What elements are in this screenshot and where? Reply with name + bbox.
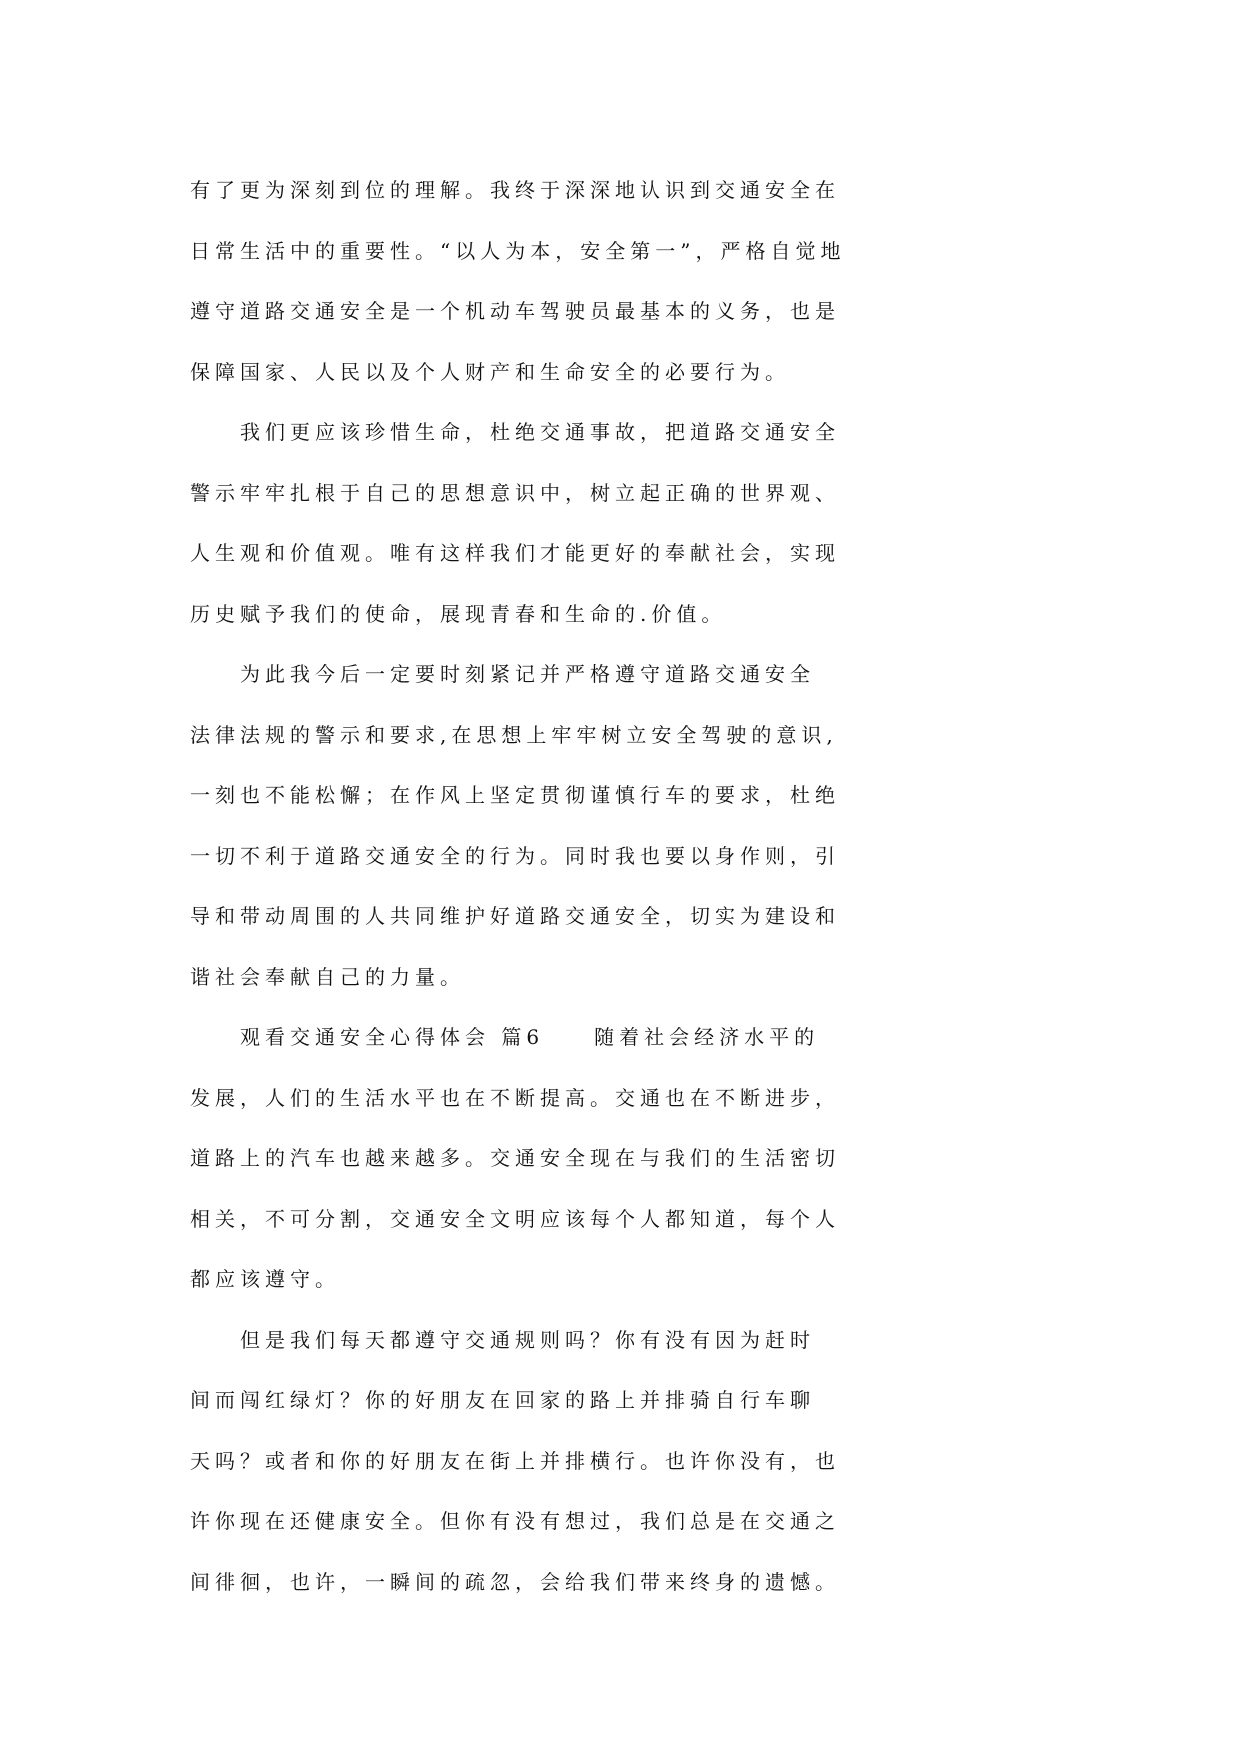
- text-line: 历史赋予我们的使命，展现青春和生命的.价值。: [190, 601, 727, 626]
- text-line: 日常生活中的重要性。“以人为本，安全第一”，严格自觉地: [190, 238, 846, 263]
- body-text: [190, 160, 1060, 1612]
- text-line: 谐社会奉献自己的力量。: [190, 964, 465, 989]
- text-line: 间而闯红绿灯？你的好朋友在回家的路上并排骑自行车聊: [190, 1388, 815, 1412]
- text-line: 一刻也不能松懈；在作风上坚定贯彻谨慎行车的要求，杜绝: [190, 783, 840, 807]
- text-line: 为此我今后一定要时刻紧记并严格遵守道路交通安全: [190, 662, 815, 686]
- text-line: 相关，不可分割，交通安全文明应该每个人都知道，每个人: [190, 1206, 840, 1231]
- text-line: 警示牢牢扎根于自己的思想意识中，树立起正确的世界观、: [190, 480, 840, 505]
- text-line: 导和带动周围的人共同维护好道路交通安全，切实为建设和: [190, 904, 840, 928]
- text-line: 发展，人们的生活水平也在不断提高。交通也在不断进步，: [190, 1085, 840, 1110]
- text-line: 间徘徊，也许，一瞬间的疏忽，会给我们带来终身的遗憾。: [190, 1569, 840, 1594]
- text-line: 人生观和价值观。唯有这样我们才能更好的奉献社会，实现: [190, 541, 840, 565]
- text-line: 保障国家、人民以及个人财产和生命安全的必要行为。: [190, 359, 790, 384]
- text-line: 都应该遵守。: [190, 1267, 340, 1291]
- text-line: 有了更为深刻到位的理解。我终于深深地认识到交通安全在: [190, 178, 840, 202]
- text-line: 许你现在还健康安全。但你有没有想过，我们总是在交通之: [190, 1509, 840, 1533]
- text-line: 但是我们每天都遵守交通规则吗？你有没有因为赶时: [190, 1327, 815, 1352]
- text-line: 我们更应该珍惜生命，杜绝交通事故，把道路交通安全: [190, 420, 840, 444]
- text-line: 道路上的汽车也越来越多。交通安全现在与我们的生活密切: [190, 1146, 840, 1170]
- text-line: 观看交通安全心得体会 篇6 随着社会经济水平的: [190, 1025, 820, 1049]
- text-line: 天吗？或者和你的好朋友在街上并排横行。也许你没有，也: [190, 1448, 840, 1473]
- text-line: 遵守道路交通安全是一个机动车驾驶员最基本的义务，也是: [190, 299, 840, 323]
- text-line: 法律法规的警示和要求,在思想上牢牢树立安全驾驶的意识,: [190, 722, 838, 747]
- text-line: 一切不利于道路交通安全的行为。同时我也要以身作则，引: [190, 843, 840, 868]
